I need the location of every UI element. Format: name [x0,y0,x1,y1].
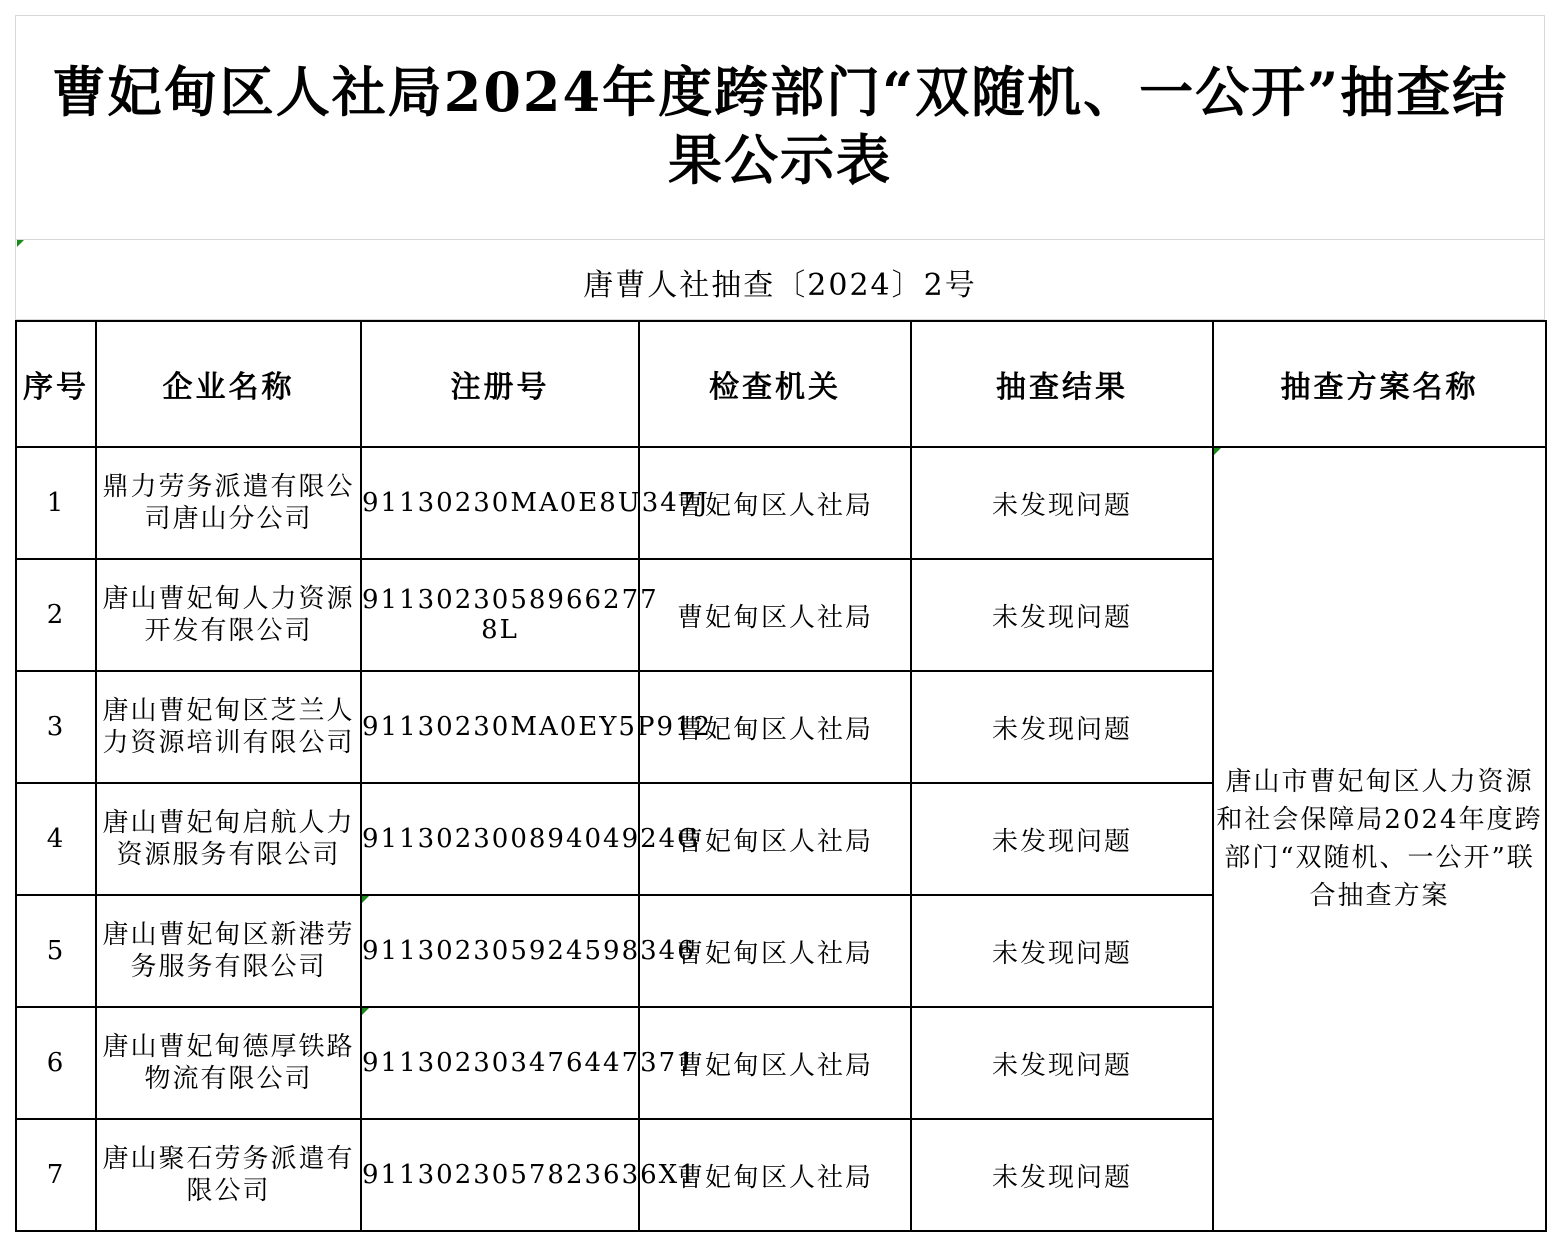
cell-seq: 7 [16,1119,96,1231]
cell-reg-no: 9113023057823636X1 [361,1119,639,1231]
results-table [15,320,1547,1232]
doc-number: 唐曹人社抽查〔2024〕2号 [583,268,977,303]
cell-reg-no: 91130230MA0EY5P912 [361,671,639,783]
cell-authority: 曹妃甸区人社局 [639,559,911,671]
cell-reg-no: 91130230MA0E8U347J [361,447,639,559]
cell-authority: 曹妃甸区人社局 [639,783,911,895]
header-plan: 抽查方案名称 [1213,321,1546,447]
cell-company: 唐山曹妃甸区新港劳务服务有限公司 [96,895,361,1007]
spreadsheet-sheet [15,15,1545,1230]
cell-reg-no: 9113023058966277 8L [361,559,639,671]
cell-result: 未发现问题 [911,1007,1213,1119]
cell-result: 未发现问题 [911,1119,1213,1231]
cell-seq: 5 [16,895,96,1007]
cell-company: 鼎力劳务派遣有限公司唐山分公司 [96,447,361,559]
page-title: 曹妃甸区人社局2024年度跨部门“双随机、一公开”抽查结果公示表 [51,59,1509,192]
table-header-row [16,321,1546,447]
cell-seq: 1 [16,447,96,559]
cell-result: 未发现问题 [911,895,1213,1007]
cell-authority: 曹妃甸区人社局 [639,1007,911,1119]
cell-company: 唐山聚石劳务派遣有限公司 [96,1119,361,1231]
cell-result: 未发现问题 [911,447,1213,559]
cell-reg-no [361,1007,696,1119]
cell-seq: 3 [16,671,96,783]
cell-seq: 6 [16,1007,96,1119]
cell-authority: 曹妃甸区人社局 [639,671,911,783]
header-authority: 检查机关 [639,321,911,447]
plan-name-text: 唐山市曹妃甸区人力资源和社会保障局2024年度跨部门“双随机、一公开”联合抽查方案 [1216,767,1543,911]
cell-reg-no [361,895,696,1007]
doc-number-cell [15,239,1545,320]
header-result: 抽查结果 [911,321,1213,447]
header-seq: 序号 [16,321,96,447]
title-cell [15,15,1545,240]
comment-marker-icon [1214,448,1221,455]
reg-no-text: 911302303476447371 [362,1048,696,1078]
cell-company: 唐山曹妃甸德厚铁路物流有限公司 [96,1007,361,1119]
comment-marker-icon [362,896,369,903]
cell-company: 唐山曹妃甸启航人力资源服务有限公司 [96,783,361,895]
cell-authority: 曹妃甸区人社局 [639,895,911,1007]
table-row [16,447,1546,559]
cell-plan-name [1213,447,1546,1231]
header-company: 企业名称 [96,321,361,447]
cell-result: 未发现问题 [911,671,1213,783]
cell-result: 未发现问题 [911,559,1213,671]
cell-seq: 2 [16,559,96,671]
comment-marker-icon [362,1008,369,1015]
reg-no-text: 911302305924598346 [362,936,696,966]
cell-seq: 4 [16,783,96,895]
cell-authority: 曹妃甸区人社局 [639,447,911,559]
header-reg-no: 注册号 [361,321,639,447]
cell-company: 唐山曹妃甸人力资源开发有限公司 [96,559,361,671]
cell-reg-no: 91130230089404924G [361,783,639,895]
cell-company: 唐山曹妃甸区芝兰人力资源培训有限公司 [96,671,361,783]
cell-authority: 曹妃甸区人社局 [639,1119,911,1231]
cell-result: 未发现问题 [911,783,1213,895]
